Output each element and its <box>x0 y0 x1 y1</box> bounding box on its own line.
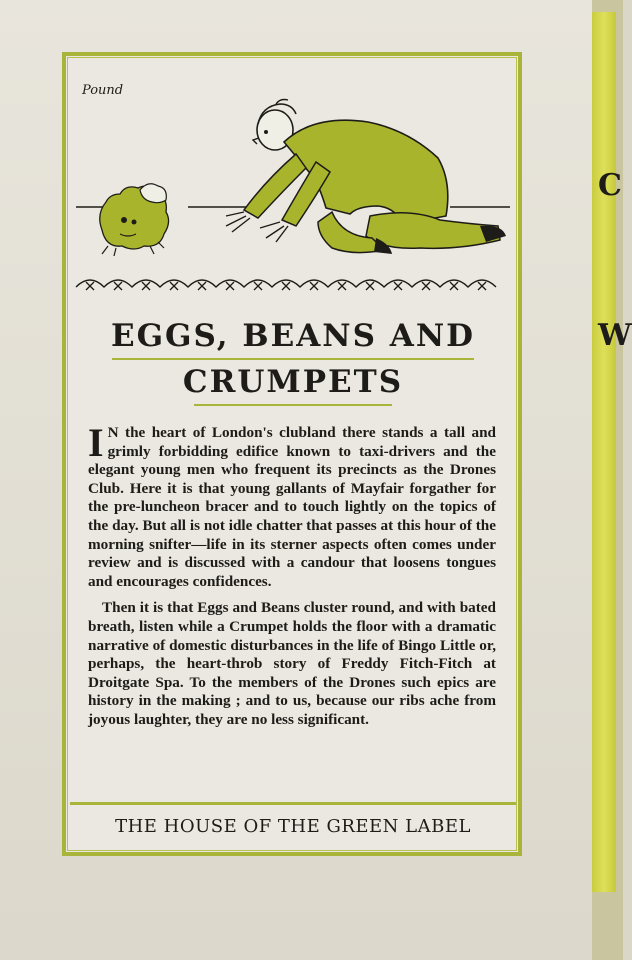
artist-signature: Pound <box>82 83 124 98</box>
paragraph-1-text: N the heart of London's clubland there stands a tall and grimly forbidding edifice known to taxi-drivers and the elegant young men who frequent its precincts as the Drones Club. Here it is that young gallants of Mayfair forgather for the pre-luncheon bracer and to touch lightly on the topics of the day. But all is not idle chatter that passes at this hour of the morning snifter—life in its sterner aspects often comes under review and is discussed with a candour that loosens tongues and encourages confidences. <box>88 424 496 590</box>
spine-green-strip <box>592 12 616 892</box>
spine-letter: C <box>598 168 622 203</box>
spine-letter: W <box>598 318 632 353</box>
cross-ornaments <box>86 282 486 290</box>
blurb-paragraph-1 <box>88 420 496 591</box>
title-underline-2 <box>194 404 392 406</box>
footer-divider <box>70 802 516 805</box>
title-underline-1 <box>112 358 474 360</box>
title-line-1: EGGS, BEANS AND <box>110 318 476 354</box>
publisher-footer: THE HOUSE OF THE GREEN LABEL <box>115 816 471 837</box>
cover-illustration <box>70 62 516 302</box>
pekingese-dog-icon <box>100 184 169 256</box>
title-line-2: CRUMPETS <box>182 364 404 400</box>
blurb-text <box>88 420 496 730</box>
kneeling-man-icon <box>226 100 506 255</box>
blurb-paragraph-2: Then it is that Eggs and Beans cluster round, and with bated breath, listen while a Crumpet holds the floor with a dramatic narrative of domestic disturbances in the life of Bingo Little or, perhaps, the heart-throb story of Freddy Fitch-Fitch at Droitgate Spa. To the members of the Drones such epics are history in the making ; and to us, because our ribs ache from joyous laughter, they are no less significant. <box>88 599 496 728</box>
drop-cap: I <box>88 420 104 465</box>
